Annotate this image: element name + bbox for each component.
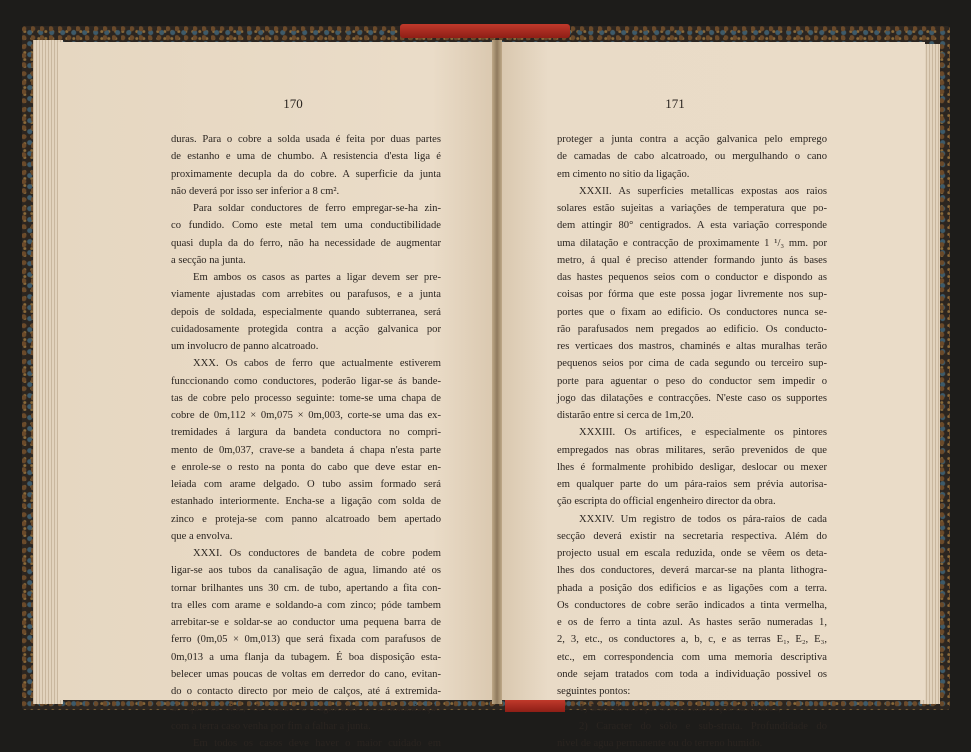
text-line: ção escripta do official engenheiro director da obra. xyxy=(557,496,776,508)
text-line: arrebitar-se e soldar-se ao conductor uma pequena barra de xyxy=(171,617,441,628)
text-line: solares estão sujeitas a variações de temperatura que po- xyxy=(557,203,827,214)
text-line: em cimento no sitio da ligação. xyxy=(557,168,690,180)
text-line: e enrole-se o resto na ponta do cabo que deve estar en- xyxy=(171,461,441,473)
text-line: que a envolva. xyxy=(171,530,233,542)
text-line: nivel de agua permanente ou do terreno humido. xyxy=(557,737,763,749)
text-line: co fundido. Como este metal tem uma conductibilidade xyxy=(171,220,441,232)
text-line: tornar brilhantes uns 30 cm. de tubo, apertando a fita con- xyxy=(171,582,441,594)
text-line: 1) Data da erecção ou reconstrucção das hastes; xyxy=(579,703,782,715)
text-line: belecer umas poucas de voltas em derredor do cano, evitan- xyxy=(171,668,441,680)
text-line: XXXIII. Os artifices, e especialmente os pintores xyxy=(579,427,827,439)
book-gutter xyxy=(492,40,502,704)
text-line: empregados nas obras militares, serão prevenidos de que xyxy=(557,444,827,456)
text-line: res verticaes dos mastros, chaminés e altas muralhas terão xyxy=(557,341,827,352)
text-line: Para soldar conductores de ferro empregar-se-ha zin- xyxy=(193,203,441,214)
text-line: dem attingir 80° centigrados. A esta variação corresponde xyxy=(557,220,827,232)
text-line: duras. Para o cobre a solda usada é feita por duas partes xyxy=(171,134,441,145)
text-line: rão parafusados nem pregados ao edificio. Os conducto- xyxy=(557,323,827,335)
text-line: XXXII. As superficies metallicas expostas aos raios xyxy=(579,185,827,197)
text-line: metro, á qual é preciso attender formando junto ás bases xyxy=(557,254,827,266)
text-line: não deverá por isso ser inferior a 8 cm². xyxy=(171,185,340,197)
text-line: a secção na junta. xyxy=(171,254,246,266)
text-line: proteger a junta contra a acção galvanica pelo emprego xyxy=(557,134,827,145)
text-line: XXXI. Os conductores de bandeta de cobre podem xyxy=(193,548,441,559)
text-line: XXX. Os cabos de ferro que actualmente estiverem xyxy=(193,358,441,370)
text-line: proximamente decupla da do cobre. A superficie da junta xyxy=(171,168,441,180)
text-line: XXXIV. Um registro de todos os pára-raios de cada xyxy=(579,513,827,525)
text-line: Os conductores de cobre serão indicados a tinta vermelha, xyxy=(557,599,827,611)
page-body-text xyxy=(171,131,441,752)
text-line: jogo das dilatações e contracções. N'este caso os supportes xyxy=(557,392,827,404)
text-line: depois de soldada, especialmente quando subterranea, será xyxy=(171,306,441,318)
text-line: e os de ferro a tinta azul. As hastes serão numeradas 1, xyxy=(557,617,827,628)
text-line: portes que o fixam ao edificio. Os conductores nunca se- xyxy=(557,306,827,318)
text-line: estanhado interiormente. Encha-se a ligação com solda de xyxy=(171,496,441,508)
text-line: onde sejam tratados com toda a individuação possivel os xyxy=(557,668,827,680)
page-number: 170 xyxy=(283,96,303,111)
text-line: etc., em correspondencia com uma memoria descriptiva xyxy=(557,651,827,663)
text-line: quasi dupla da do ferro, não ha necessidade de augmentar xyxy=(171,237,441,249)
text-line: com a terra caso venha por fim a falhar a junta. xyxy=(171,720,371,732)
text-line: funccionando como conductores, poderão ligar-se ás bande- xyxy=(171,375,441,387)
bookmark-ribbon-bottom xyxy=(505,700,565,712)
bookmark-ribbon xyxy=(400,24,570,38)
text-line: 0m,013 a uma flanja da tubagem. É boa disposição esta- xyxy=(171,651,441,663)
text-line: Em todos os casos deve haver o maior cuidado em xyxy=(193,737,441,749)
text-line: pequenos seios por cima de cada segundo ou terceiro sup- xyxy=(557,358,827,370)
text-line: leiada com arame delgado. O tubo assim formado será xyxy=(171,479,441,490)
text-line: phada a posição dos edificios e as ligações com a terra. xyxy=(557,582,827,594)
text-line: do o contacto directo por meio de calços, até á extremida- xyxy=(171,686,441,697)
text-line: projecto usual em escala reduzida, onde se vêem os deta- xyxy=(557,548,827,559)
text-line: Em ambos os casos as partes a ligar devem ser pre- xyxy=(193,272,441,283)
text-line: lhes é formalmente prohibido desligar, deslocar ou mexer xyxy=(557,461,827,473)
text-line: de que se fixa, de modo a augmentar a communicação xyxy=(171,703,441,715)
text-line: um involucro de panno alcatroado. xyxy=(171,341,319,352)
text-line: 2) Caracter do sólo e sub-strata. Profundidade do xyxy=(579,720,827,732)
text-line: tra elles com arame e soldando-a com zinco; póde tambem xyxy=(171,599,441,611)
page-number: 171 xyxy=(665,96,685,111)
text-line: 2, 3, etc., os conductores a, b, c, e as terras E₁, E₂, E₃, xyxy=(557,634,827,646)
text-line: de estanho e uma de chumbo. A resistencia d'esta liga é xyxy=(171,151,441,163)
text-line: uma dilatação e contracção de proximamente 1 ¹/₃ mm. por xyxy=(557,237,827,249)
text-line: das hastes pequenos seios com o conductor e dispondo as xyxy=(557,272,827,283)
text-line: seguintes pontos: xyxy=(557,686,631,697)
text-line: de camadas de cabo alcatroado, ou mergulhando o cano xyxy=(557,151,827,163)
right-page xyxy=(497,42,925,749)
text-line: coisas por fórma que este possa jogar livremente nos sup- xyxy=(557,289,827,301)
text-line: distarão entre si cerca de 1m,20. xyxy=(557,410,694,421)
text-line: cuidadosamente protegida contra a acção galvanica por xyxy=(171,323,441,335)
text-line: tas de cobre pelo processo seguinte: tome-se uma chapa de xyxy=(171,392,441,404)
text-line: mento de 0m,037, crave-se a bandeta á chapa n'esta parte xyxy=(171,444,441,456)
text-line: tremidades á largura da bandeta conductora no compri- xyxy=(171,427,441,439)
page-body-text xyxy=(557,131,827,752)
text-line: viamente ajustadas com arrebites ou parafusos, e a junta xyxy=(171,289,441,301)
text-line: ferro (0m,05 × 0m,013) que será fixada com parafusos de xyxy=(171,634,441,646)
text-line: em qualquer parte do um pára-raios sem prévia autorisa- xyxy=(557,479,827,490)
left-page xyxy=(58,42,498,749)
text-line: cobre de 0m,112 × 0m,075 × 0m,003, corte-se uma das ex- xyxy=(171,410,441,421)
text-line: zinco e proteja-se com panno alcatroado bem apertado xyxy=(171,513,441,525)
text-line: secção deverá existir na secretaria respectiva. Além do xyxy=(557,530,827,542)
text-line: lhes dos conductores, deverá marcar-se na planta lithogra- xyxy=(557,565,827,577)
text-line: ligar-se aos tubos da canalisação de agua, limando até os xyxy=(171,565,441,577)
text-line: porte para aguentar o peso do conductor sem impedir o xyxy=(557,375,827,387)
